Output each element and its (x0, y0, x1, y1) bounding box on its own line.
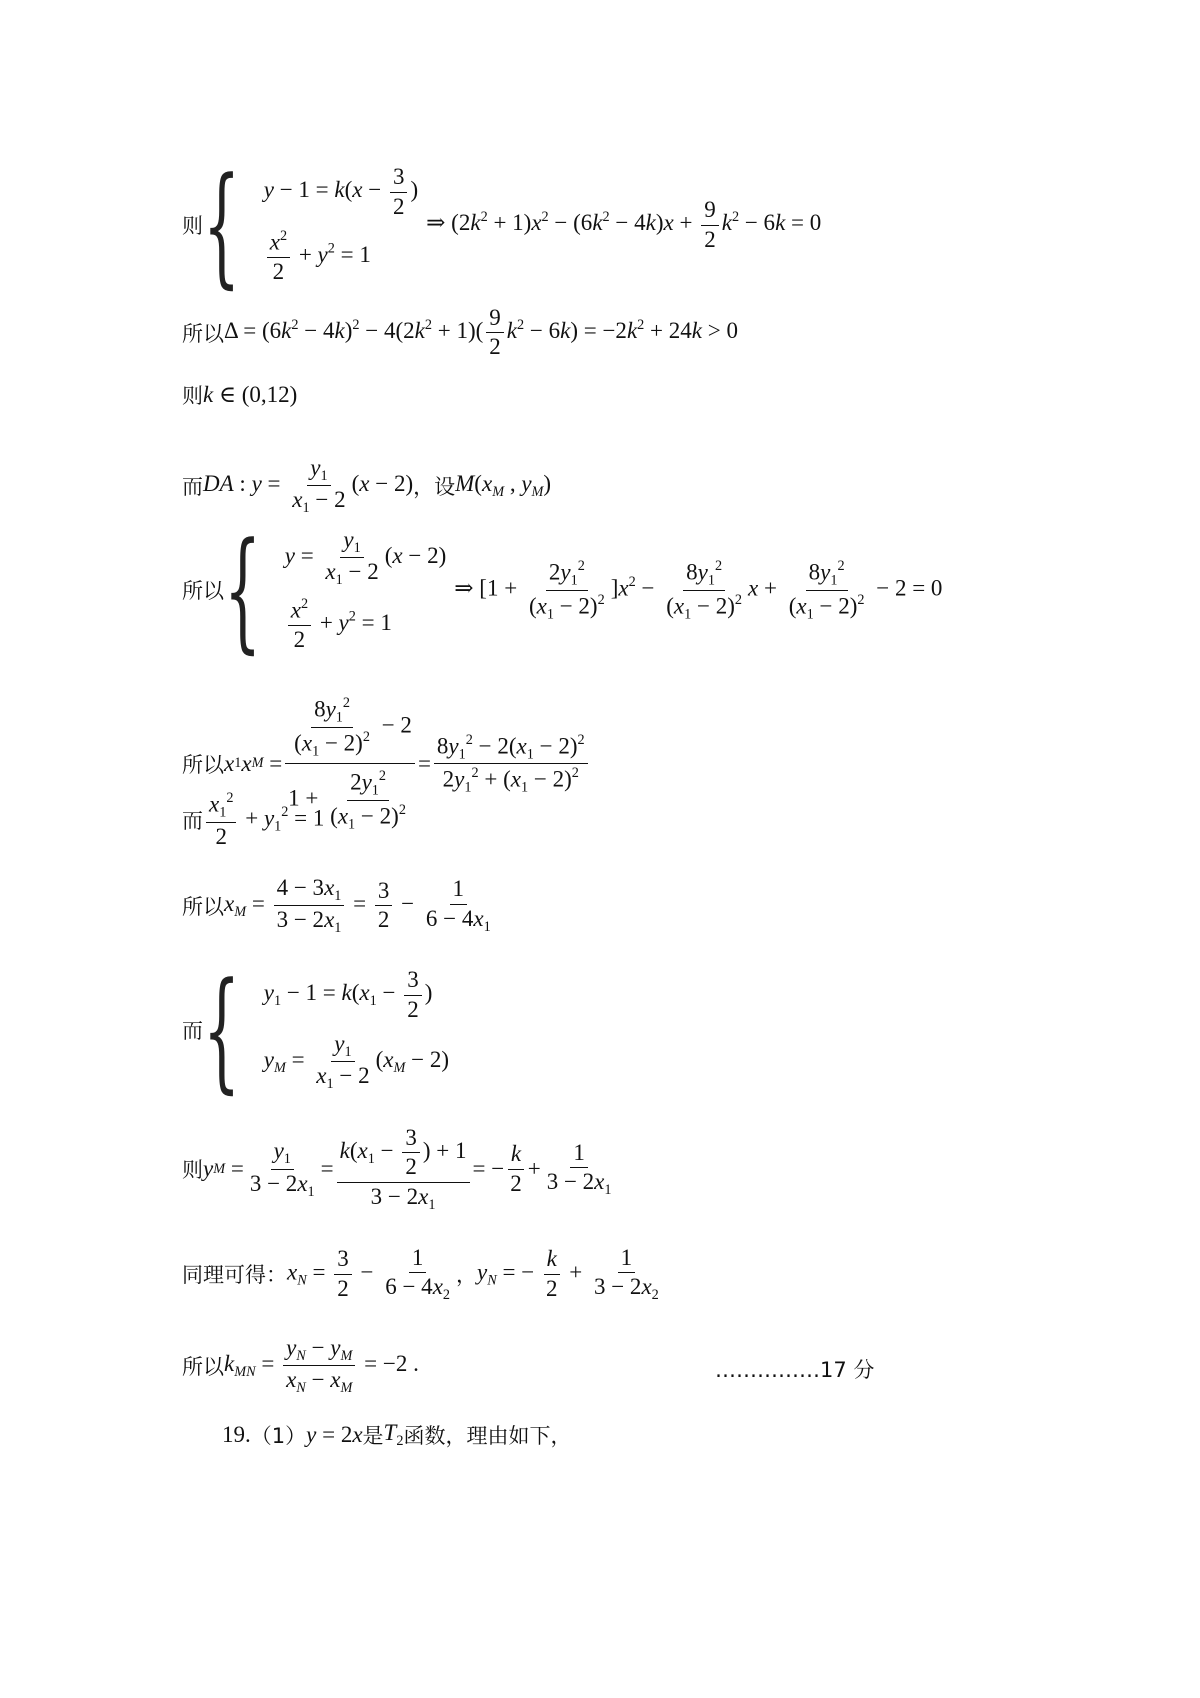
line-prefix: 则 (182, 1158, 203, 1183)
ym-expression: y M = $\frac{y_1}{3 - 2x_1}$ = $k(x_1$ − $\frac{3}{2}$ ) + 1 $3 - 2x_1$ = − $\frac{k}{2}$ + $\frac{1}{3 - 2x_1}$ (203, 1125, 612, 1213)
xm-expression: $x_M$ = $\frac{4 - 3x_1}{3 - 2x_1}$ = $\frac{3}{2}$ − $\frac{1}{6 - 4x_1}$ (224, 875, 491, 937)
question-number: 19. (222, 1422, 251, 1447)
equation-system (203, 149, 419, 301)
da-equation: DA : y = $\frac{y_1}{x_1 - 2}$ (x − 2) (203, 455, 414, 517)
line-question-19 (222, 1420, 571, 1450)
line-prefix: 则 (182, 384, 203, 408)
yn-expression: $y_N$ = − $\frac{k}{2}$ + $\frac{1}{3 - 2x_2}$ (477, 1245, 659, 1304)
equation-system (224, 514, 447, 666)
system-rows (264, 164, 418, 285)
line-ellipse-point (182, 790, 324, 850)
system-eq-2: $\frac{x^2}{2}$ + $y^2 = 1$ (264, 228, 418, 285)
line-prefix: 所以 (182, 1354, 224, 1379)
system-eq-2: $y_M$ = $\frac{y_1}{x_1 - 2}$ $(x_M - 2)$ (263, 1031, 450, 1093)
line-k-range (182, 380, 297, 410)
system-eq-2: $\frac{x^2}{2}$ + $y^2 = 1$ (285, 596, 447, 653)
line-ym (182, 1125, 618, 1213)
question-part: （1） (250, 1424, 307, 1448)
system-rows (285, 527, 447, 654)
equation-system (203, 954, 450, 1106)
reason-text: 函数，理由如下， (403, 1424, 572, 1448)
score-marker: ……………17 分 (715, 1358, 875, 1382)
line-system-3 (182, 954, 450, 1106)
xn-expression: $x_N$ = $\frac{3}{2}$ − $\frac{1}{6 - 4x_2}$ (287, 1245, 451, 1304)
line-prefix: 所以 (182, 579, 224, 603)
line-discriminant (182, 305, 738, 361)
system-result: ⇒ $(2k^2 + 1)x^2 - (6k^2 - 4k)x$ + $\frac{9}{2}$ $k^2 - 6k = 0$ (426, 197, 822, 252)
separator: ， (456, 1263, 478, 1288)
discriminant-expression: $\Delta = (6k^2 - 4k)^2 - 4(2k^2 + 1)$( $\frac{9}{2}$ $k^2 - 6k) = -2k^2 + 24k > 0$ (224, 305, 738, 360)
line-da (182, 455, 551, 517)
line-prefix: 所以 (182, 321, 224, 346)
line-prefix: 所以 (182, 752, 224, 777)
ellipse-point-equation: $\frac{x_1^2}{2}$ + $y_1^2 = 1$ (203, 790, 324, 850)
line-similarly (182, 1245, 665, 1304)
line-system-1 (182, 149, 822, 301)
point-m: $M(x_M$ , $y_M$) (455, 470, 552, 500)
t2-symbol: $T_2$ (383, 1420, 404, 1449)
is-word: 是 (362, 1424, 384, 1448)
system-eq-1: $y_1 - 1 = k(x_1$ − $\frac{3}{2}$ ) (263, 967, 433, 1022)
slope-expression: $k_{MN}$ = $\frac{y_N - y_M}{x_N - x_M}$ = −2 . (224, 1335, 419, 1397)
system-rows (264, 967, 449, 1093)
left-brace-icon: { (203, 149, 241, 301)
system-eq-1: y − 1 = k(x − $\frac{3}{2}$ ) (263, 164, 419, 219)
left-brace-icon: { (203, 954, 241, 1106)
line-prefix: 而 (182, 1019, 203, 1043)
system-eq-1: y = $\frac{y_1}{x_1 - 2}$ (x − 2) (284, 526, 447, 588)
line-prefix: 而 (182, 474, 203, 499)
line-slope (182, 1335, 419, 1397)
line-xm (182, 875, 497, 937)
function-expression: y = 2x (306, 1422, 363, 1447)
left-brace-icon: { (224, 514, 262, 666)
line-prefix: 同理可得： (182, 1263, 287, 1288)
system-result: ⇒ [1 + $\frac{2y_1^2}{(x_1 - 2)^2}$ ]$x^2$ − $\frac{8y_1^2}{(x_1 - 2)^2}$ x + $\frac{8y_1^2}{(x_1 - 2)^2}$ − 2 = 0 (454, 557, 943, 622)
line-prefix: 而 (182, 809, 203, 834)
product-expression: x 1 x M = $\frac{8y_1^2}{(x_1 - 2)^2}$ − 2 1 + $\frac{2y_1^2}{(x_1 - 2)^2}$ = $\frac{8y_1^2 - 2(x_1 - 2)^2}{2y_1^2 + (x_1 - 2)^2}$ (224, 695, 591, 833)
line-prefix: 则 (182, 214, 203, 238)
k-range: k ∈ (0,12) (203, 382, 298, 407)
line-prefix: 所以 (182, 894, 224, 919)
line-system-2 (182, 514, 943, 666)
da-suffix: ，设 (413, 474, 456, 499)
